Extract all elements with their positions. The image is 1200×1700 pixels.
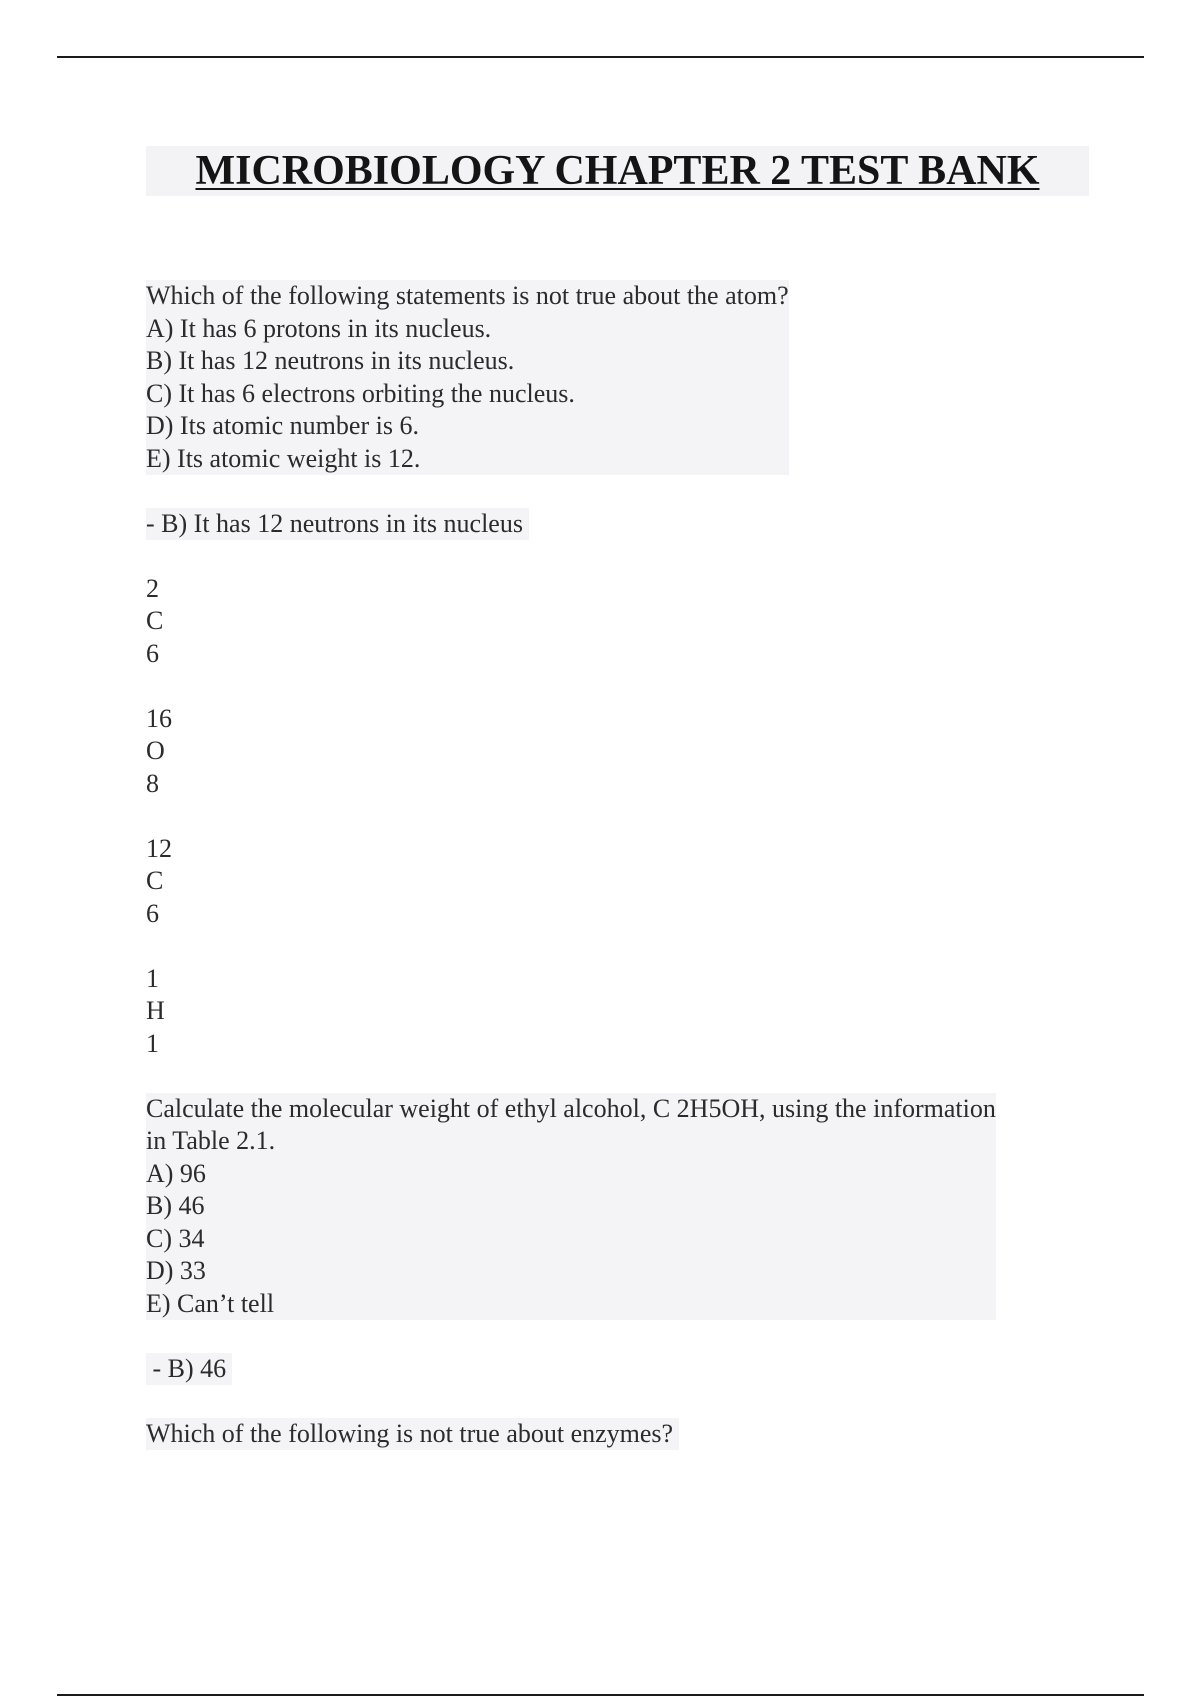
option-d: D) Its atomic number is 6. (146, 411, 419, 440)
atomic-number: 1 (146, 1028, 159, 1058)
answer-text: - B) It has 12 neutrons in its nucleus (146, 508, 529, 541)
option-e: E) Its atomic weight is 12. (146, 443, 421, 473)
bottom-rule (57, 1694, 1144, 1696)
element-symbol: C (146, 606, 164, 635)
document-body (146, 280, 1086, 1450)
question-text: Which of the following statements is not true about the atom? (146, 281, 789, 310)
atomic-number: 6 (146, 898, 159, 928)
question-3 (146, 1418, 1086, 1451)
question-text: Calculate the molecular weight of ethyl alcohol, C 2H5OH, using the information (146, 1093, 996, 1123)
element-symbol: O (146, 736, 165, 765)
mass-number: 12 (146, 833, 172, 863)
element-symbol: C (146, 866, 164, 895)
element-entry (146, 573, 1086, 671)
option-b: B) 46 (146, 1191, 205, 1220)
option-a: A) 96 (146, 1158, 206, 1188)
option-c: C) 34 (146, 1223, 205, 1253)
option-e: E) Can’t tell (146, 1288, 275, 1318)
question-1 (146, 280, 1086, 540)
question-text: Which of the following is not true about enzymes? (146, 1418, 679, 1451)
option-c: C) It has 6 electrons orbiting the nucleus. (146, 378, 575, 408)
element-entry (146, 703, 1086, 801)
element-entry (146, 833, 1086, 931)
question-2 (146, 1093, 1086, 1386)
question-text-cont: in Table 2.1. (146, 1126, 276, 1155)
mass-number: 2 (146, 573, 159, 603)
option-d: D) 33 (146, 1256, 206, 1285)
atomic-number: 8 (146, 768, 159, 798)
element-symbol: H (146, 996, 165, 1025)
element-table (146, 573, 1086, 1061)
mass-number: 16 (146, 703, 172, 733)
mass-number: 1 (146, 963, 159, 993)
element-entry (146, 963, 1086, 1061)
top-rule (57, 56, 1144, 58)
page-title: MICROBIOLOGY CHAPTER 2 TEST BANK (146, 146, 1089, 196)
option-b: B) It has 12 neutrons in its nucleus. (146, 346, 515, 375)
answer-text: - B) 46 (146, 1353, 232, 1386)
option-a: A) It has 6 protons in its nucleus. (146, 313, 492, 343)
atomic-number: 6 (146, 638, 159, 668)
